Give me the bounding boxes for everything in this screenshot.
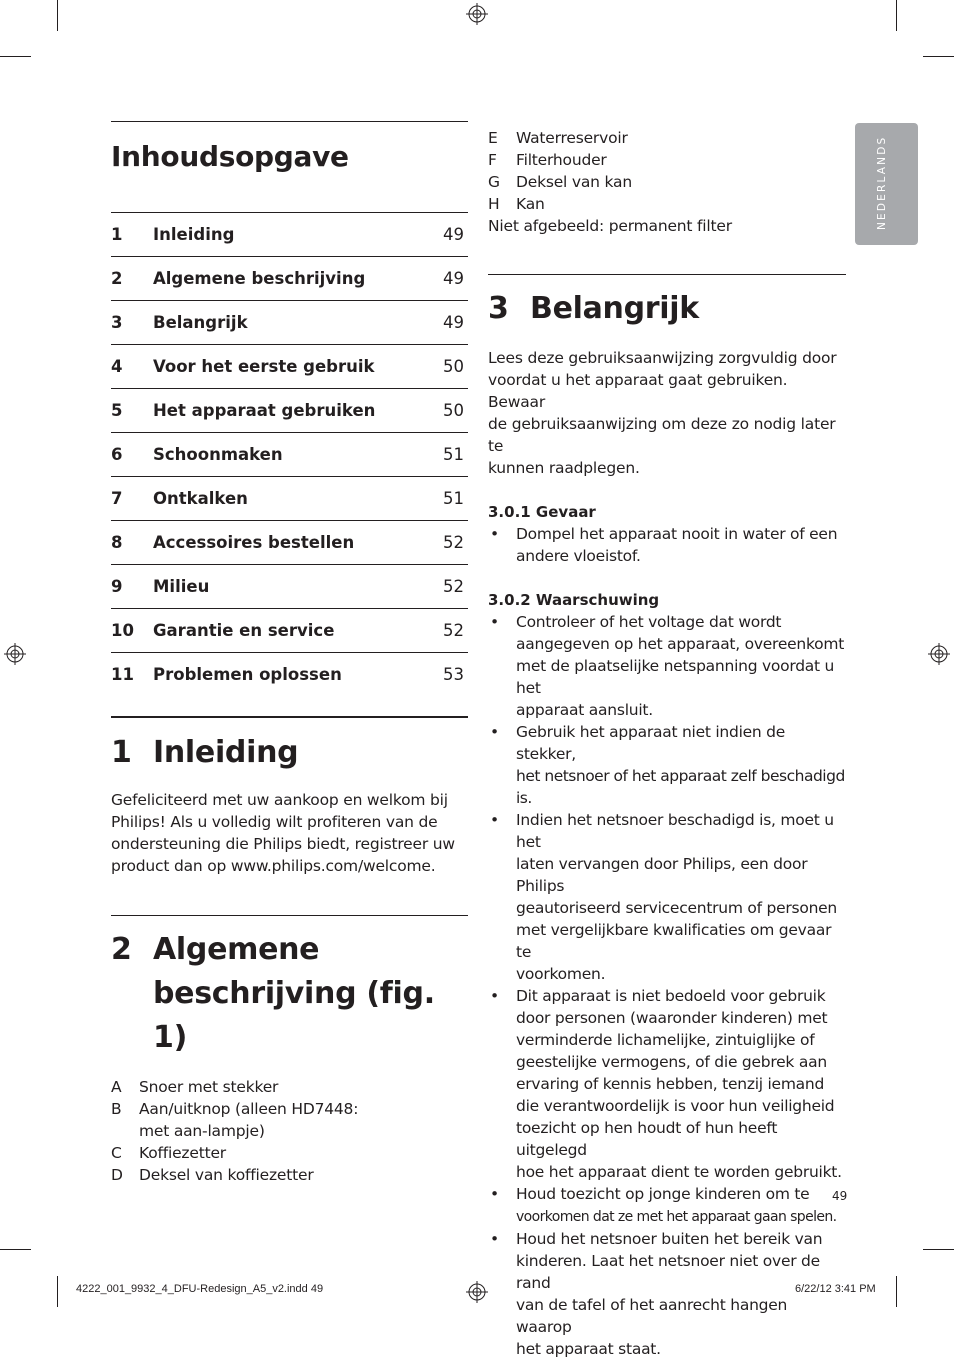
- text-line: voorkomen.: [516, 965, 606, 983]
- toc-row-number: 6: [111, 445, 123, 464]
- text-line: Philips! Als u volledig wilt profiteren van de: [111, 813, 438, 831]
- toc-row-page: 49: [443, 313, 464, 332]
- text-line: door personen (waaronder kinderen) met: [516, 1009, 828, 1027]
- toc-row-label: Belangrijk: [153, 313, 248, 332]
- text-line: hoe het apparaat dient te worden gebruikt.: [516, 1163, 842, 1181]
- bullet-text: [516, 523, 837, 567]
- text-line: voorkomen dat ze met het apparaat gaan spelen.: [516, 1209, 837, 1225]
- item-letter: H: [488, 195, 500, 213]
- toc-row-number: 4: [111, 357, 123, 376]
- item-text: Snoer met stekker: [139, 1078, 279, 1096]
- text-line: kinderen. Laat het netsnoer niet over de rand: [516, 1252, 820, 1292]
- parts-list-continued: [488, 127, 846, 237]
- bullet-text: [516, 985, 846, 1183]
- toc-row: [111, 344, 468, 388]
- toc-row-number: 2: [111, 269, 123, 288]
- bullet-item: [488, 1183, 846, 1228]
- toc-row-page: 52: [443, 533, 464, 552]
- toc-row-label: Inleiding: [153, 225, 235, 244]
- toc-row-number: 8: [111, 533, 123, 552]
- toc-row-label: Ontkalken: [153, 489, 248, 508]
- crop-mark: [923, 1249, 954, 1250]
- bullet-icon: •: [490, 723, 499, 741]
- toc-row-page: 50: [443, 357, 464, 376]
- section-paragraph: [488, 347, 846, 479]
- toc-row: [111, 432, 468, 476]
- section-title: Belangrijk: [530, 291, 699, 326]
- text-line: Dompel het apparaat nooit in water of een: [516, 525, 838, 543]
- registration-mark-icon: [928, 643, 950, 665]
- subsection-heading: 3.0.2 Waarschuwing: [488, 591, 660, 609]
- toc-row: [111, 608, 468, 652]
- crop-mark: [57, 1276, 58, 1307]
- crop-mark: [896, 0, 897, 31]
- text-line: met aan-lampje): [139, 1122, 265, 1140]
- crop-mark: [0, 56, 31, 57]
- toc-row-label: Garantie en service: [153, 621, 335, 640]
- text-line: apparaat aansluit.: [516, 701, 653, 719]
- text-line: van de tafel of het aanrecht hangen waarop: [516, 1296, 788, 1336]
- list-item: [488, 127, 846, 149]
- list-item: [488, 171, 846, 193]
- footer-timestamp: 6/22/12 3:41 PM: [795, 1283, 876, 1295]
- section-paragraph: [111, 789, 468, 877]
- toc-row: [111, 520, 468, 564]
- section-title: Inleiding: [153, 735, 299, 770]
- bullet-text: [516, 809, 846, 985]
- subsection-heading: 3.0.1 Gevaar: [488, 503, 596, 521]
- item-text: Kan: [516, 195, 545, 213]
- toc-row: [111, 564, 468, 608]
- right-column: [488, 127, 846, 1360]
- section-number: 3: [488, 291, 509, 326]
- toc-row-page: 50: [443, 401, 464, 420]
- bullet-icon: •: [490, 1230, 499, 1248]
- text-line: Indien het netsnoer beschadigd is, moet u het: [516, 811, 834, 851]
- list-item: [488, 193, 846, 215]
- text-line: toezicht op hen houdt of hun heeft uitgelegd: [516, 1119, 778, 1159]
- section-belangrijk: [488, 274, 846, 1360]
- crop-mark: [896, 1276, 897, 1307]
- toc-row-page: 51: [443, 489, 464, 508]
- item-letter: F: [488, 151, 497, 169]
- item-text: Filterhouder: [516, 151, 607, 169]
- section-title-line: beschrijving (fig. 1): [153, 976, 435, 1055]
- crop-mark: [57, 0, 58, 31]
- toc-row-label: Schoonmaken: [153, 445, 283, 464]
- toc-row-label: Accessoires bestellen: [153, 533, 355, 552]
- toc-row-page: 49: [443, 269, 464, 288]
- bullet-icon: •: [490, 1185, 499, 1203]
- text-line: geautoriseerd servicecentrum of personen: [516, 899, 838, 917]
- toc-row-number: 1: [111, 225, 123, 244]
- registration-mark-icon: [466, 1281, 488, 1303]
- toc-row-label: Problemen oplossen: [153, 665, 342, 684]
- text-line: Lees deze gebruiksaanwijzing zorgvuldig door: [488, 349, 837, 367]
- toc-row: [111, 256, 468, 300]
- item-text: Deksel van kan: [516, 173, 632, 191]
- toc-title: Inhoudsopgave: [111, 140, 349, 173]
- toc-row-number: 3: [111, 313, 123, 332]
- bullet-item: [488, 611, 846, 721]
- toc-row-page: 53: [443, 665, 464, 684]
- registration-mark-icon: [4, 643, 26, 665]
- bullet-text: [516, 1183, 837, 1228]
- section-inleiding: [111, 716, 468, 877]
- item-text: [139, 1098, 358, 1142]
- text-line: met de plaatselijke netspanning voordat u het: [516, 657, 835, 697]
- text-line: aangegeven op het apparaat, overeenkomt: [516, 635, 845, 653]
- text-line: laten vervangen door Philips, een door Philips: [516, 855, 808, 895]
- section-title: [153, 928, 468, 1060]
- bullet-item: [488, 985, 846, 1183]
- page-number: 49: [832, 1189, 848, 1203]
- warning-list: [488, 611, 846, 1360]
- toc-row-page: 51: [443, 445, 464, 464]
- section-heading: [488, 287, 846, 331]
- text-line: voordat u het apparaat gaat gebruiken. Bewaar: [488, 371, 788, 411]
- section-title-line: Algemene: [153, 932, 320, 967]
- toc-row-number: 10: [111, 621, 134, 640]
- toc-row-number: 7: [111, 489, 123, 508]
- item-text: Deksel van koffiezetter: [139, 1166, 314, 1184]
- toc-row-number: 11: [111, 665, 134, 684]
- section-number: 2: [111, 932, 132, 967]
- registration-mark-icon: [466, 3, 488, 25]
- text-line: product dan op www.philips.com/welcome.: [111, 857, 436, 875]
- toc-row-page: 52: [443, 577, 464, 596]
- list-item: [111, 1164, 468, 1186]
- bullet-icon: •: [490, 987, 499, 1005]
- list-item: [488, 149, 846, 171]
- item-letter: E: [488, 129, 498, 147]
- crop-mark: [0, 1249, 31, 1250]
- text-line: verminderde lichamelijke, zintuiglijke of: [516, 1031, 815, 1049]
- item-letter: B: [111, 1100, 122, 1118]
- toc-row-label: Voor het eerste gebruik: [153, 357, 375, 376]
- item-letter: D: [111, 1166, 123, 1184]
- bullet-item: [488, 523, 846, 567]
- text-line: die verantwoordelijk is voor hun veiligheid: [516, 1097, 835, 1115]
- bullet-icon: •: [490, 811, 499, 829]
- bullet-text: [516, 611, 846, 721]
- toc-row-number: 5: [111, 401, 123, 420]
- text-line: Gefeliciteerd met uw aankoop en welkom bij: [111, 791, 448, 809]
- bullet-item: [488, 1228, 846, 1360]
- item-letter: G: [488, 173, 500, 191]
- list-item: [111, 1098, 468, 1142]
- item-letter: C: [111, 1144, 122, 1162]
- item-text: Waterreservoir: [516, 129, 628, 147]
- left-column: [111, 121, 468, 1186]
- toc-row: [111, 388, 468, 432]
- bullet-item: [488, 809, 846, 985]
- text-line: Houd toezicht op jonge kinderen om te: [516, 1185, 810, 1203]
- footer-file-info: 4222_001_9932_4_DFU-Redesign_A5_v2.indd 49: [76, 1283, 324, 1295]
- toc-row: [111, 652, 468, 696]
- bullet-item: [488, 721, 846, 809]
- section-number: 1: [111, 735, 132, 770]
- parts-list: [111, 1076, 468, 1186]
- text-line: Gebruik het apparaat niet indien de stekker,: [516, 723, 786, 763]
- bullet-icon: •: [490, 613, 499, 631]
- text-line: het apparaat staat.: [516, 1340, 661, 1358]
- section-algemene-beschrijving: [111, 915, 468, 1186]
- toc-row-number: 9: [111, 577, 123, 596]
- text-line: ervaring of kennis hebben, tenzij iemand: [516, 1075, 825, 1093]
- item-letter: A: [111, 1078, 122, 1096]
- section-heading: [111, 731, 468, 775]
- text-line: met vergelijkbare kwalificaties om gevaar te: [516, 921, 832, 961]
- text-line: geestelijke vermogens, of die gebrek aan: [516, 1053, 827, 1071]
- crop-mark: [923, 56, 954, 57]
- toc-row: [111, 212, 468, 256]
- text-line: het netsnoer of het apparaat zelf beschadigd is.: [516, 767, 845, 807]
- item-text: Koffiezetter: [139, 1144, 226, 1162]
- list-item: [111, 1076, 468, 1098]
- text-line: Dit apparaat is niet bedoeld voor gebruik: [516, 987, 826, 1005]
- toc-section: [111, 121, 468, 696]
- toc-list: [111, 212, 468, 696]
- text-line: Aan/uitknop (alleen HD7448:: [139, 1100, 359, 1118]
- text-line: Controleer of het voltage dat wordt: [516, 613, 782, 631]
- toc-row-label: Milieu: [153, 577, 210, 596]
- toc-row: [111, 300, 468, 344]
- section-heading: [111, 928, 468, 1060]
- toc-row-label: Het apparaat gebruiken: [153, 401, 376, 420]
- text-line: de gebruiksaanwijzing om deze zo nodig later te: [488, 415, 836, 455]
- toc-row: [111, 476, 468, 520]
- toc-row-label: Algemene beschrijving: [153, 269, 366, 288]
- toc-row-page: 49: [443, 225, 464, 244]
- list-item: [111, 1142, 468, 1164]
- danger-list: [488, 523, 846, 567]
- bullet-text: [516, 721, 846, 809]
- text-line: Houd het netsnoer buiten het bereik van: [516, 1230, 823, 1248]
- bullet-icon: •: [490, 525, 499, 543]
- language-tab-label: NEDERLANDS: [876, 135, 888, 230]
- text-line: kunnen raadplegen.: [488, 459, 640, 477]
- toc-row-page: 52: [443, 621, 464, 640]
- text-line: andere vloeistof.: [516, 547, 641, 565]
- not-shown-note: Niet afgebeeld: permanent filter: [488, 217, 732, 235]
- text-line: ondersteuning die Philips biedt, registreer uw: [111, 835, 455, 853]
